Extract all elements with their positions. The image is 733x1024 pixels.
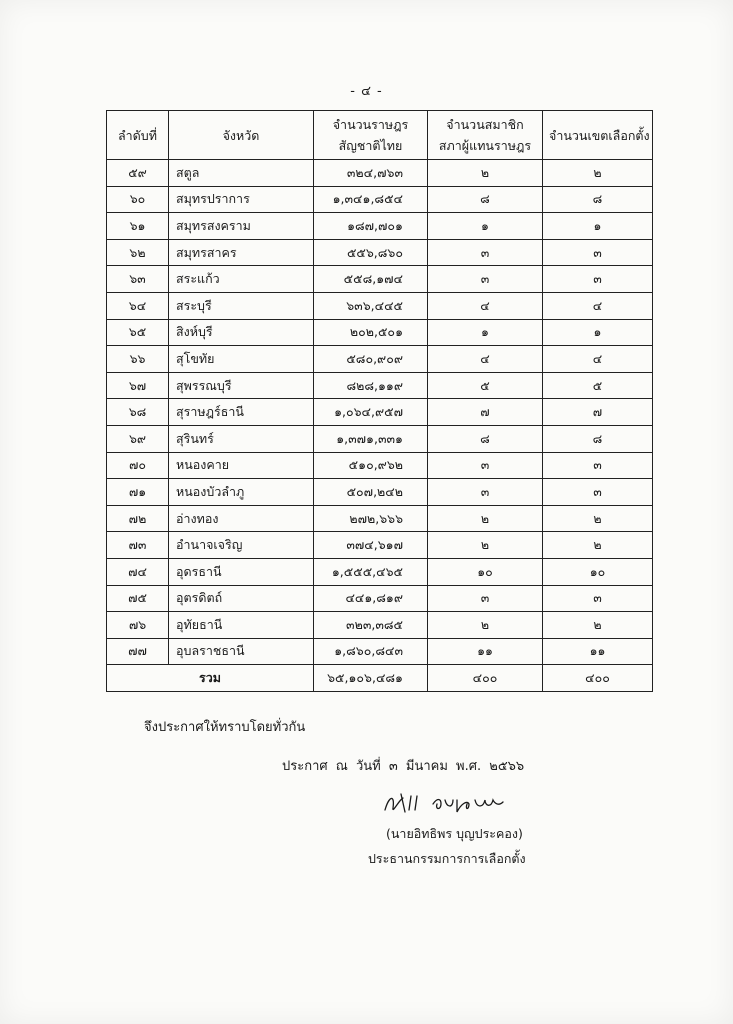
table-row xyxy=(107,319,653,346)
row-districts: ๘ xyxy=(543,186,653,213)
row-mps: ๑๑ xyxy=(428,638,543,665)
row-districts: ๑๐ xyxy=(543,558,653,585)
row-province: สุโขทัย xyxy=(169,346,314,373)
row-population: ๕๐๗,๒๔๒ xyxy=(314,479,428,506)
row-number: ๗๑ xyxy=(107,479,169,506)
row-mps: ๘ xyxy=(428,425,543,452)
row-number: ๖๕ xyxy=(107,319,169,346)
row-mps: ๓ xyxy=(428,239,543,266)
row-province: อำนาจเจริญ xyxy=(169,532,314,559)
row-mps: ๗ xyxy=(428,399,543,426)
row-province: สระแก้ว xyxy=(169,266,314,293)
table-row xyxy=(107,638,653,665)
row-population: ๘๒๘,๑๑๙ xyxy=(314,372,428,399)
row-number: ๖๓ xyxy=(107,266,169,293)
row-number: ๖๐ xyxy=(107,186,169,213)
row-mps: ๒ xyxy=(428,532,543,559)
header-no: ลำดับที่ xyxy=(107,111,169,160)
row-mps: ๓ xyxy=(428,585,543,612)
table-row xyxy=(107,266,653,293)
table-row xyxy=(107,452,653,479)
row-province: อุบลราชธานี xyxy=(169,638,314,665)
row-number: ๖๔ xyxy=(107,292,169,319)
header-population-line2: สัญชาติไทย xyxy=(338,138,403,153)
row-province: หนองบัวลำภู xyxy=(169,479,314,506)
row-number: ๖๒ xyxy=(107,239,169,266)
signer-title: ประธานกรรมการการเลือกตั้ง xyxy=(368,851,526,866)
row-province: สิงห์บุรี xyxy=(169,319,314,346)
row-province: สมุทรปราการ xyxy=(169,186,314,213)
row-province: สุพรรณบุรี xyxy=(169,372,314,399)
row-population: ๑๘๗,๗๐๑ xyxy=(314,213,428,240)
row-number: ๗๕ xyxy=(107,585,169,612)
row-districts: ๕ xyxy=(543,372,653,399)
row-districts: ๒ xyxy=(543,612,653,639)
header-province: จังหวัด xyxy=(169,111,314,160)
header-mps-line1: จำนวนสมาชิก xyxy=(446,117,524,132)
row-population: ๑,๐๖๔,๙๕๗ xyxy=(314,399,428,426)
signature xyxy=(381,790,521,818)
table-row xyxy=(107,213,653,240)
table-row xyxy=(107,585,653,612)
row-mps: ๘ xyxy=(428,186,543,213)
row-population: ๕๕๘,๑๗๔ xyxy=(314,266,428,293)
row-number: ๗๗ xyxy=(107,638,169,665)
row-population: ๖๓๖,๔๔๕ xyxy=(314,292,428,319)
table-row xyxy=(107,532,653,559)
row-mps: ๑๐ xyxy=(428,558,543,585)
row-population: ๑,๕๕๕,๔๖๕ xyxy=(314,558,428,585)
row-mps: ๔ xyxy=(428,292,543,319)
row-population: ๑,๓๔๑,๘๕๔ xyxy=(314,186,428,213)
row-province: สตูล xyxy=(169,160,314,187)
table-row xyxy=(107,425,653,452)
row-number: ๕๙ xyxy=(107,160,169,187)
table-row xyxy=(107,399,653,426)
total-population: ๖๕,๑๐๖,๔๘๑ xyxy=(314,665,428,692)
row-population: ๑,๓๗๑,๓๓๑ xyxy=(314,425,428,452)
row-population: ๓๒๔,๗๖๓ xyxy=(314,160,428,187)
header-mps xyxy=(428,111,543,160)
table-row xyxy=(107,239,653,266)
row-mps: ๕ xyxy=(428,372,543,399)
row-districts: ๓ xyxy=(543,479,653,506)
row-province: สมุทรสงคราม xyxy=(169,213,314,240)
table-header-row xyxy=(107,111,653,160)
row-province: อุดรธานี xyxy=(169,558,314,585)
row-population: ๕๑๐,๙๖๒ xyxy=(314,452,428,479)
row-number: ๖๙ xyxy=(107,425,169,452)
row-number: ๗๔ xyxy=(107,558,169,585)
header-population-line1: จำนวนราษฎร xyxy=(332,117,409,132)
row-districts: ๔ xyxy=(543,292,653,319)
row-districts: ๒ xyxy=(543,160,653,187)
header-districts: จำนวนเขตเลือกตั้ง xyxy=(543,111,653,160)
total-districts: ๔๐๐ xyxy=(543,665,653,692)
row-province: อุตรดิตถ์ xyxy=(169,585,314,612)
row-province: อ่างทอง xyxy=(169,505,314,532)
table-row xyxy=(107,346,653,373)
row-province: สุราษฎร์ธานี xyxy=(169,399,314,426)
row-population: ๕๕๖,๘๖๐ xyxy=(314,239,428,266)
row-mps: ๑ xyxy=(428,213,543,240)
row-province: สระบุรี xyxy=(169,292,314,319)
row-number: ๗๐ xyxy=(107,452,169,479)
row-districts: ๔ xyxy=(543,346,653,373)
table-row xyxy=(107,292,653,319)
row-province: สุรินทร์ xyxy=(169,425,314,452)
announcement-date: ประกาศ ณ วันที่ ๓ มีนาคม พ.ศ. ๒๕๖๖ xyxy=(282,759,525,774)
row-population: ๔๔๑,๘๑๙ xyxy=(314,585,428,612)
province-table xyxy=(106,110,653,692)
row-number: ๗๓ xyxy=(107,532,169,559)
row-mps: ๑ xyxy=(428,319,543,346)
row-number: ๖๖ xyxy=(107,346,169,373)
row-districts: ๒ xyxy=(543,532,653,559)
page-number: - ๔ - xyxy=(350,84,383,99)
row-districts: ๓ xyxy=(543,452,653,479)
table-row xyxy=(107,160,653,187)
row-population: ๒๐๒,๕๐๑ xyxy=(314,319,428,346)
row-population: ๓๗๔,๖๑๗ xyxy=(314,532,428,559)
row-mps: ๒ xyxy=(428,505,543,532)
row-population: ๑,๘๖๐,๘๔๓ xyxy=(314,638,428,665)
row-mps: ๒ xyxy=(428,160,543,187)
row-population: ๓๒๓,๓๘๕ xyxy=(314,612,428,639)
row-number: ๖๗ xyxy=(107,372,169,399)
row-districts: ๓ xyxy=(543,266,653,293)
header-population xyxy=(314,111,428,160)
table-total-row xyxy=(107,665,653,692)
row-number: ๗๖ xyxy=(107,612,169,639)
row-districts: ๒ xyxy=(543,505,653,532)
row-districts: ๑ xyxy=(543,319,653,346)
row-mps: ๓ xyxy=(428,266,543,293)
row-districts: ๗ xyxy=(543,399,653,426)
total-label: รวม xyxy=(107,665,314,692)
row-mps: ๓ xyxy=(428,452,543,479)
row-province: หนองคาย xyxy=(169,452,314,479)
row-number: ๖๑ xyxy=(107,213,169,240)
signer-name: (นายอิทธิพร บุญประคอง) xyxy=(386,826,523,841)
row-mps: ๒ xyxy=(428,612,543,639)
header-mps-line2: สภาผู้แทนราษฎร xyxy=(438,138,532,153)
row-number: ๗๒ xyxy=(107,505,169,532)
row-population: ๒๗๒,๖๖๖ xyxy=(314,505,428,532)
table-row xyxy=(107,505,653,532)
row-mps: ๔ xyxy=(428,346,543,373)
row-population: ๕๘๐,๙๐๙ xyxy=(314,346,428,373)
table-row xyxy=(107,372,653,399)
row-number: ๖๘ xyxy=(107,399,169,426)
row-mps: ๓ xyxy=(428,479,543,506)
row-districts: ๘ xyxy=(543,425,653,452)
row-districts: ๓ xyxy=(543,585,653,612)
closing-text: จึงประกาศให้ทราบโดยทั่วกัน xyxy=(144,720,306,735)
row-districts: ๑ xyxy=(543,213,653,240)
row-province: สมุทรสาคร xyxy=(169,239,314,266)
table-row xyxy=(107,558,653,585)
total-mps: ๔๐๐ xyxy=(428,665,543,692)
table-body xyxy=(107,160,653,692)
row-districts: ๓ xyxy=(543,239,653,266)
row-province: อุทัยธานี xyxy=(169,612,314,639)
table-row xyxy=(107,612,653,639)
table-row xyxy=(107,479,653,506)
row-districts: ๑๑ xyxy=(543,638,653,665)
table-row xyxy=(107,186,653,213)
